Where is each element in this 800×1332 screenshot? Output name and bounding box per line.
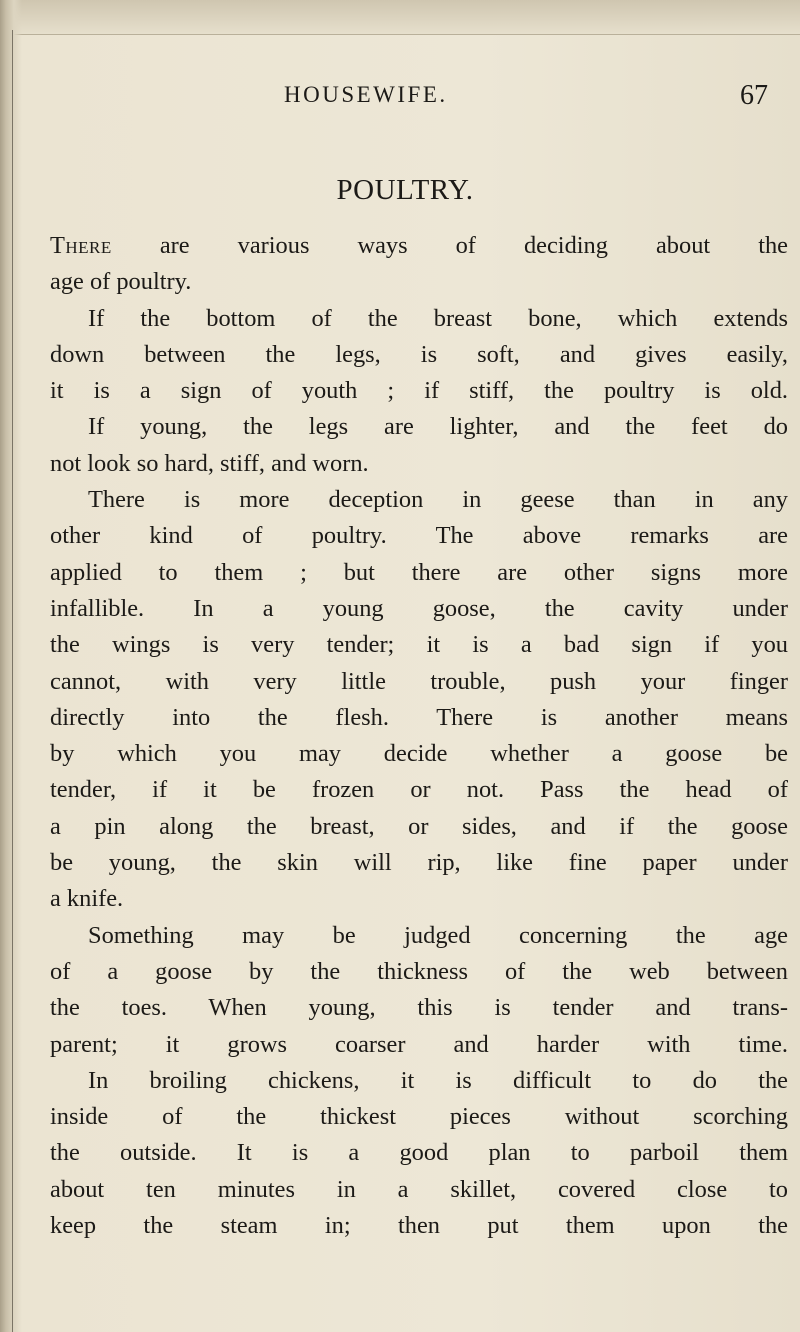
text-line: If the bottom of the breast bone, which extends <box>88 304 788 332</box>
text-line: of a goose by the thickness of the web between <box>50 957 788 985</box>
text-line: In broiling chickens, it is difficult to do the <box>88 1066 788 1094</box>
text-line: age of poultry. <box>50 268 192 296</box>
text-line: parent; it grows coarser and harder with time. <box>50 1030 788 1058</box>
text-line: a knife. <box>50 885 124 913</box>
text-line: not look so hard, stiff, and worn. <box>50 449 369 477</box>
section-title: POULTRY. <box>336 174 474 206</box>
text-line: directly into the flesh. There is another means <box>50 703 788 731</box>
text-line: cannot, with very little trouble, push your finger <box>50 667 788 695</box>
text-line: about ten minutes in a skillet, covered close to <box>50 1175 788 1203</box>
text-line: tender, if it be frozen or not. Pass the head of <box>50 776 788 804</box>
small-caps-lead-word: There <box>50 232 112 259</box>
page-number: 67 <box>740 80 768 111</box>
text-line: it is a sign of youth ; if stiff, the poultry is old. <box>50 377 788 405</box>
text-line: infallible. In a young goose, the cavity under <box>50 594 788 622</box>
text-line: inside of the thickest pieces without scorching <box>50 1103 788 1131</box>
page-top-edge <box>0 0 800 35</box>
text-line: a pin along the breast, or sides, and if the goose <box>50 812 788 840</box>
running-head <box>0 82 800 116</box>
text-line: by which you may decide whether a goose be <box>50 740 788 768</box>
text-line: other kind of poultry. The above remarks are <box>50 522 788 550</box>
text-line: the toes. When young, this is tender and trans- <box>50 994 788 1022</box>
text-line: There is more deception in geese than in any <box>88 486 788 514</box>
text-line: If young, the legs are lighter, and the feet do <box>88 413 788 441</box>
text-line: the outside. It is a good plan to parboil them <box>50 1139 788 1167</box>
text-line: There are various ways of deciding about the <box>50 232 788 259</box>
text-line: the wings is very tender; it is a bad sign if you <box>50 631 788 659</box>
binding-line <box>12 30 13 1332</box>
text-line: keep the steam in; then put them upon the <box>50 1212 788 1240</box>
text-line: applied to them ; but there are other signs more <box>50 558 788 586</box>
text-line: down between the legs, is soft, and gives easily, <box>50 340 788 368</box>
text-line: be young, the skin will rip, like fine paper under <box>50 849 788 877</box>
running-title: HOUSEWIFE. <box>284 82 448 107</box>
text-line: Something may be judged concerning the age <box>88 921 788 949</box>
body-text <box>50 228 788 1244</box>
